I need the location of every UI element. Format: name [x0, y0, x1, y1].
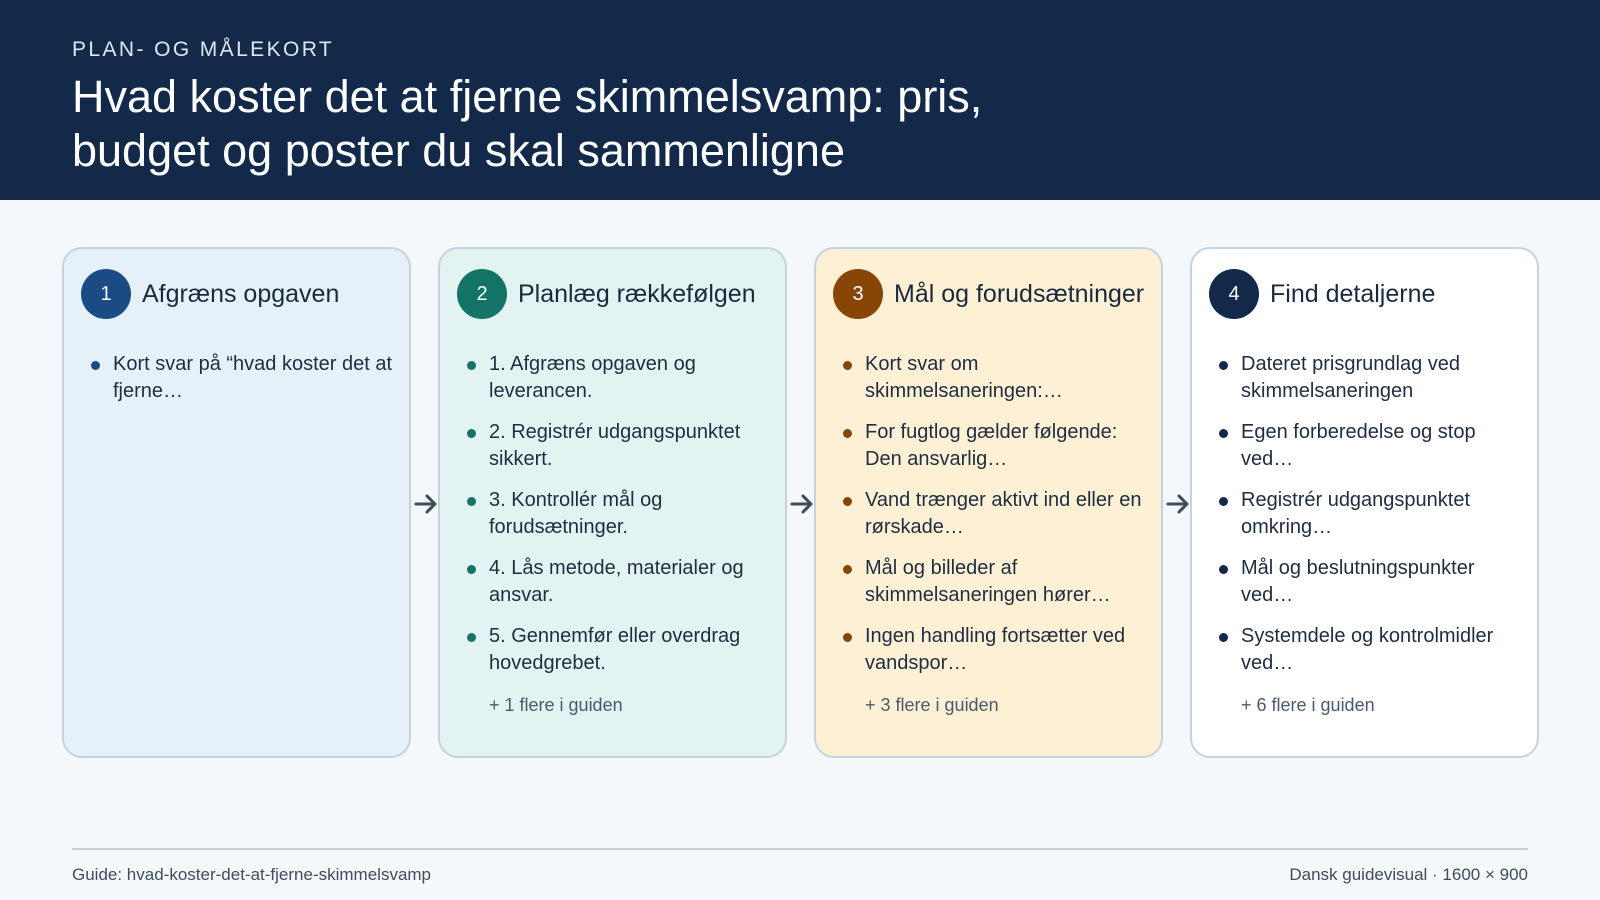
footer-credit: Dansk guidevisual · 1600 × 900 [1289, 865, 1528, 884]
list-item [841, 351, 1151, 405]
bullet-icon [1219, 429, 1228, 438]
list-item-text: Mål og billeder af skimmelsaneringen hører… [865, 557, 1111, 606]
bullet-icon [843, 429, 852, 438]
page-title: Hvad koster det at fjerne skimmelsvamp: pris, budget og poster du skal sammenligne [72, 71, 983, 176]
step-number-badge: 4 [1209, 269, 1259, 319]
step-item-list [841, 351, 1151, 691]
step-card-header [457, 269, 787, 319]
bullet-icon [1219, 633, 1228, 642]
step-item-list [1217, 351, 1527, 691]
step-card-title: Planlæg rækkefølgen [518, 280, 756, 308]
step-number-badge: 3 [833, 269, 883, 319]
list-item [1217, 623, 1527, 677]
list-item [841, 623, 1151, 677]
list-item-text: Registrér udgangspunktet omkring… [1241, 489, 1471, 538]
bullet-icon [1219, 497, 1228, 506]
bullet-icon [1219, 361, 1228, 370]
list-item-text: Egen forberedelse og stop ved… [1241, 421, 1476, 470]
list-item-text: Mål og beslutningspunkter ved… [1241, 557, 1475, 606]
list-item [465, 419, 775, 473]
list-item [465, 351, 775, 405]
step-number-badge: 1 [81, 269, 131, 319]
list-item [1217, 351, 1527, 405]
list-item [841, 487, 1151, 541]
arrow-right-icon [412, 490, 440, 518]
list-item [841, 419, 1151, 473]
arrow-right-icon [1164, 490, 1192, 518]
list-item-text: Kort svar på “hvad koster det at fjerne… [113, 353, 393, 402]
list-item [465, 487, 775, 541]
list-item-text: 5. Gennemfør eller overdrag hovedgrebet. [489, 625, 741, 674]
step-card-2 [438, 247, 787, 758]
list-item-text: 1. Afgræns opgaven og leverancen. [489, 353, 696, 402]
bullet-icon [91, 361, 100, 370]
list-item-text: 2. Registrér udgangspunktet sikkert. [489, 421, 741, 470]
step-number-badge: 2 [457, 269, 507, 319]
more-in-guide-note: + 1 flere i guiden [489, 695, 623, 715]
step-card-title: Afgræns opgaven [142, 280, 340, 308]
step-card-title: Mål og forudsætninger [894, 280, 1145, 308]
list-item [841, 555, 1151, 609]
eyebrow-label: PLAN- OG MÅLEKORT [72, 38, 335, 61]
more-in-guide-note: + 6 flere i guiden [1241, 695, 1375, 715]
list-item [465, 555, 775, 609]
arrow-right-icon [788, 490, 816, 518]
footer-divider [72, 848, 1528, 850]
bullet-icon [843, 565, 852, 574]
bullet-icon [467, 429, 476, 438]
step-card-header [833, 269, 1163, 319]
list-item [89, 351, 399, 405]
bullet-icon [843, 361, 852, 370]
list-item [1217, 487, 1527, 541]
list-item-text: 4. Lås metode, materialer og ansvar. [489, 557, 744, 606]
bullet-icon [467, 633, 476, 642]
list-item-text: Ingen handling fortsætter ved vandspor… [865, 625, 1126, 674]
list-item [1217, 419, 1527, 473]
bullet-icon [843, 497, 852, 506]
list-item-text: For fugtlog gælder følgende: Den ansvarlig… [865, 421, 1118, 470]
step-card-3 [814, 247, 1163, 758]
step-card-1 [62, 247, 411, 758]
more-in-guide-note: + 3 flere i guiden [865, 695, 999, 715]
list-item-text: Dateret prisgrundlag ved skimmelsaneringen [1241, 353, 1461, 402]
list-item [465, 623, 775, 677]
step-card-header [81, 269, 411, 319]
step-card-header [1209, 269, 1539, 319]
step-item-list [465, 351, 775, 691]
bullet-icon [467, 497, 476, 506]
step-item-list [89, 351, 399, 419]
step-card-title: Find detaljerne [1270, 280, 1436, 308]
list-item-text: Kort svar om skimmelsaneringen:… [865, 353, 1063, 402]
header-banner [0, 0, 1600, 200]
list-item-text: 3. Kontrollér mål og forudsætninger. [489, 489, 663, 538]
list-item [1217, 555, 1527, 609]
bullet-icon [843, 633, 852, 642]
bullet-icon [467, 565, 476, 574]
list-item-text: Vand trænger aktivt ind eller en rørskade… [865, 489, 1142, 538]
list-item-text: Systemdele og kontrolmidler ved… [1241, 625, 1494, 674]
footer-guide-slug: Guide: hvad-koster-det-at-fjerne-skimmelsvamp [72, 865, 432, 884]
bullet-icon [1219, 565, 1228, 574]
step-card-4 [1190, 247, 1539, 758]
bullet-icon [467, 361, 476, 370]
